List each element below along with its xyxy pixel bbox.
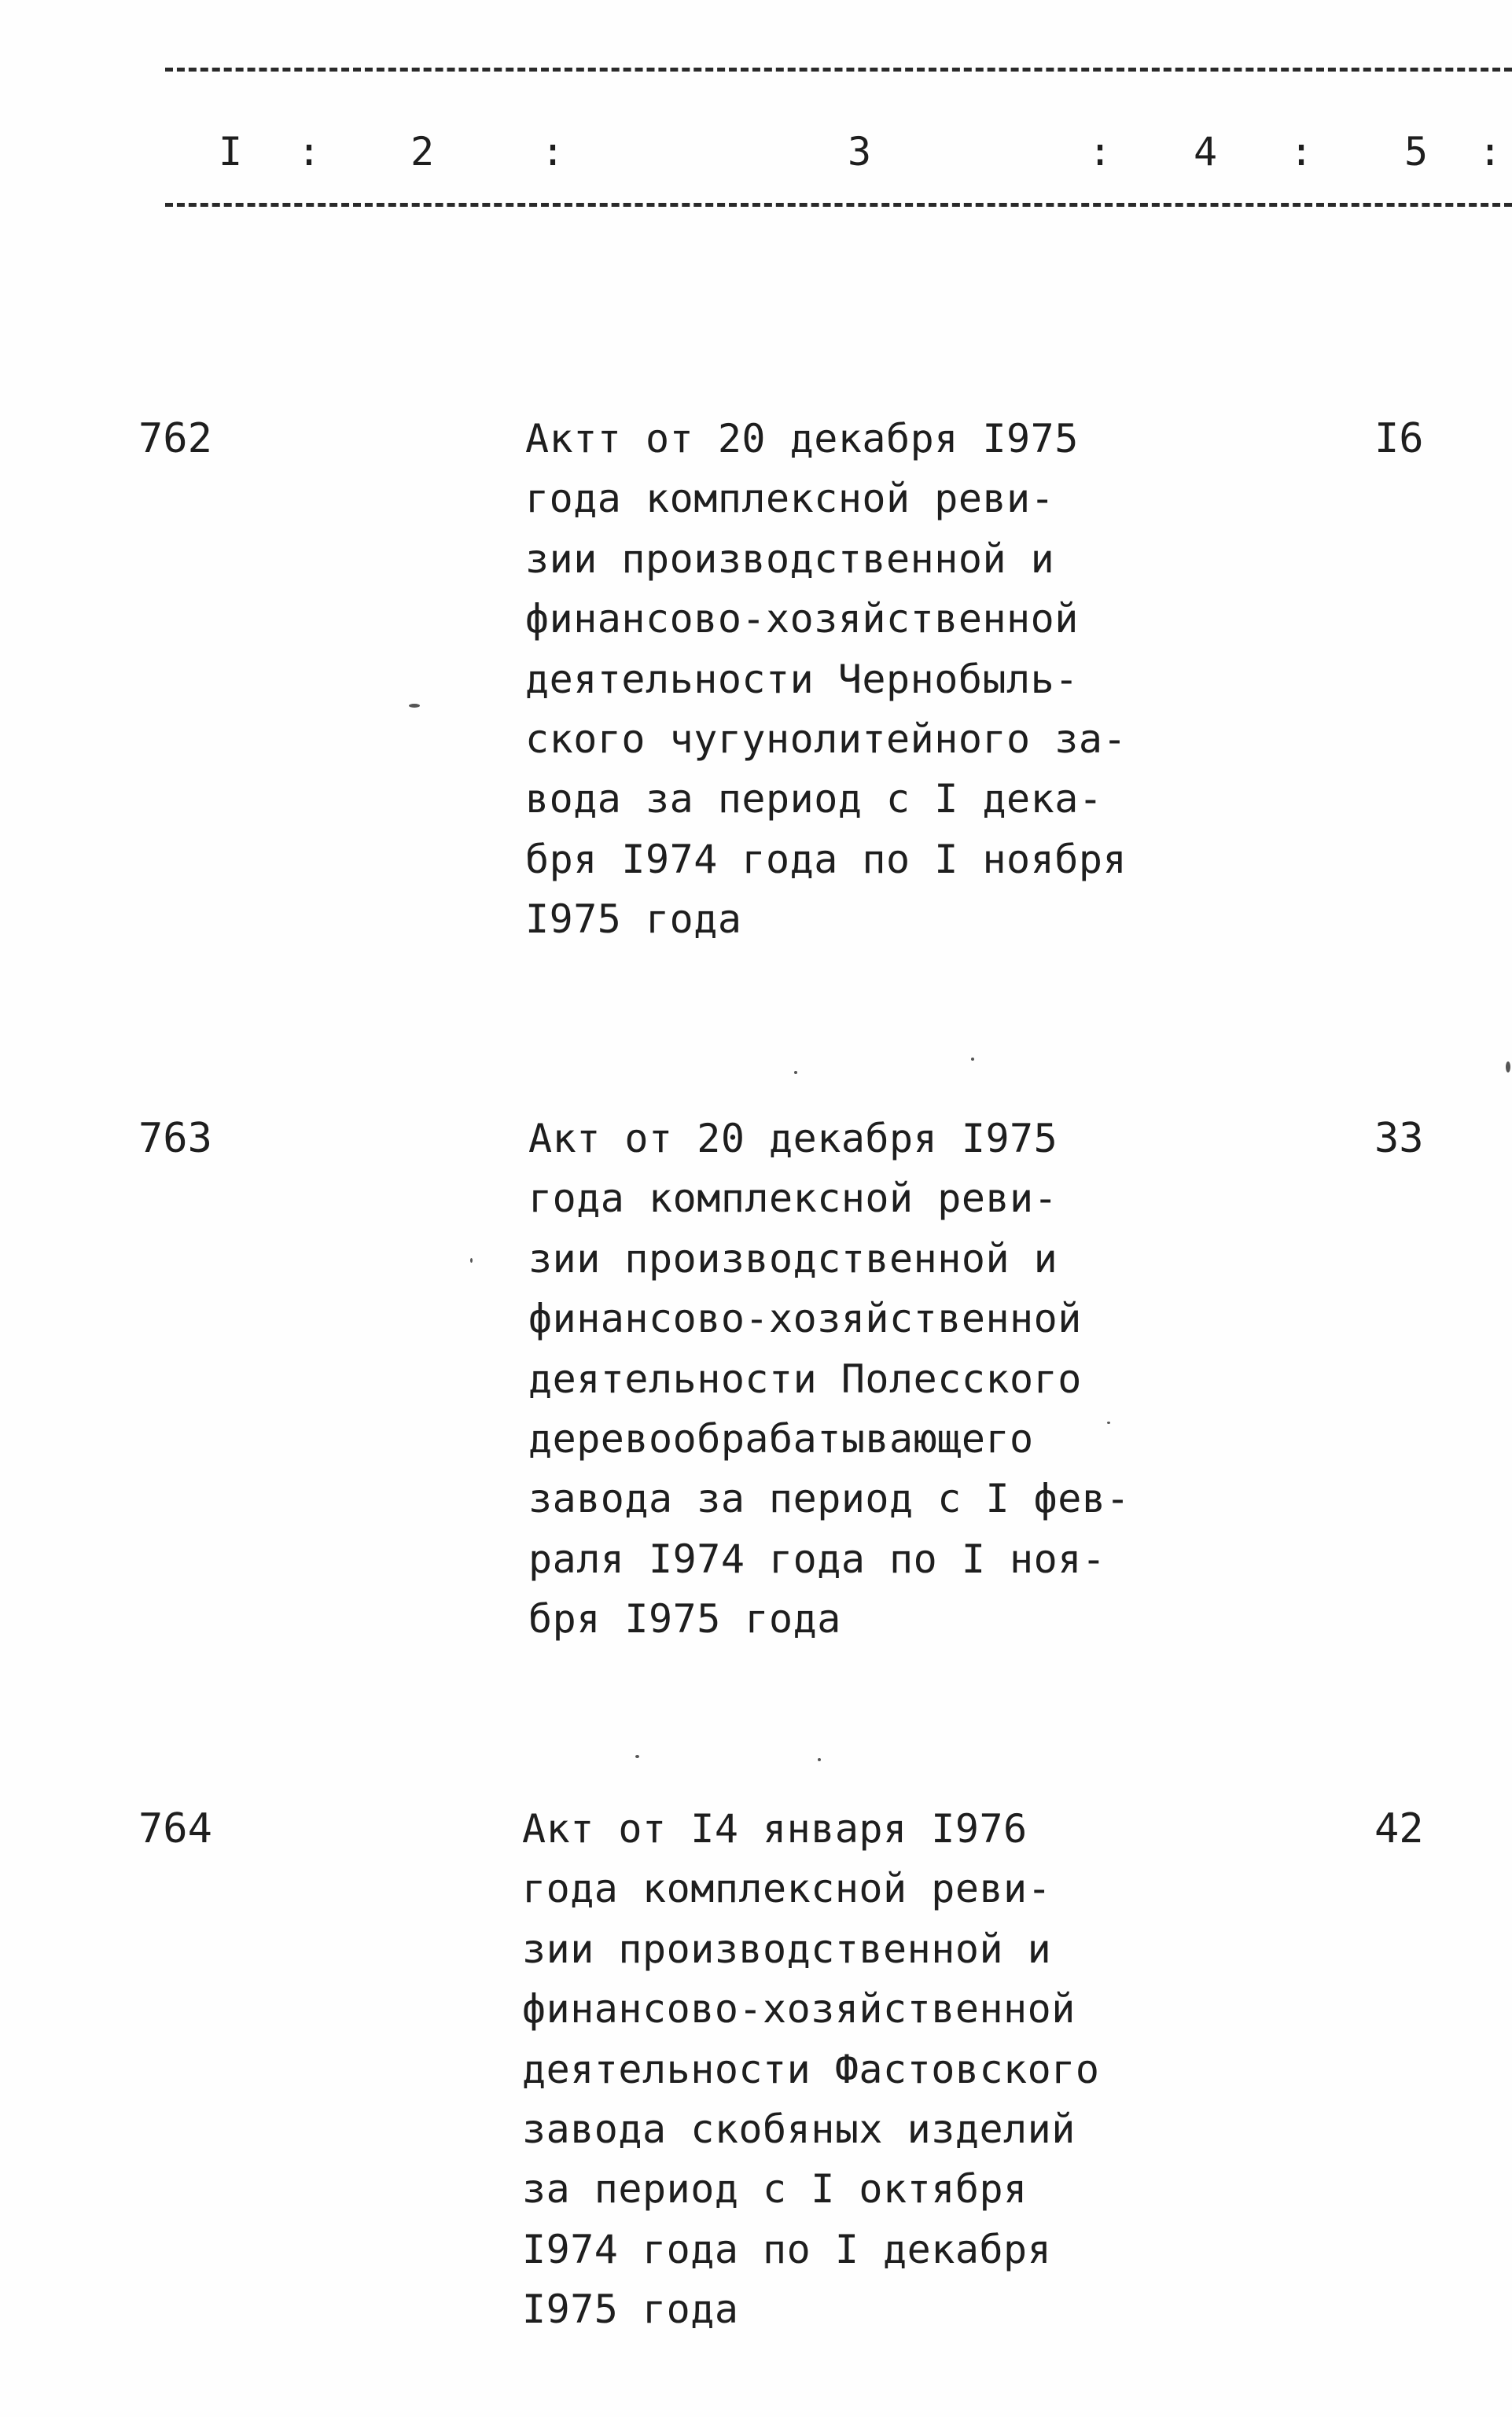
description-line: деревообрабатывающего: [528, 1416, 1034, 1462]
scan-speck: [409, 704, 420, 708]
header-top-rule: [165, 68, 1512, 72]
description-line: зии производственной и: [522, 1926, 1052, 1972]
column-separator: :: [1088, 129, 1113, 175]
entry-number: 763: [138, 1115, 212, 1162]
description-line: зии производственной и: [525, 535, 1055, 582]
scan-speck: [971, 1058, 974, 1061]
column-separator: :: [1478, 129, 1503, 175]
column-header-1: I: [219, 129, 243, 175]
description-line: деятельности Фастовского: [522, 2046, 1100, 2092]
description-line: года комплексной реви-: [522, 1866, 1052, 1912]
description-line: деятельности Полесского: [528, 1356, 1082, 1402]
description-line: года комплексной реви-: [528, 1175, 1058, 1222]
column-header-5: 5: [1404, 129, 1429, 175]
column-header-row: [0, 124, 1512, 179]
entry-number: 762: [138, 415, 212, 462]
description-line: ского чугунолитейного за-: [525, 716, 1128, 763]
entry-page-count: 42: [1374, 1805, 1424, 1852]
column-separator: :: [1289, 129, 1314, 175]
description-line: I974 года по I декабря: [522, 2226, 1052, 2272]
description-line: финансово-хозяйственной: [528, 1296, 1082, 1342]
description-line: бря I975 года: [528, 1596, 841, 1643]
scan-speck: [1107, 1422, 1110, 1424]
description-line: I975 года: [525, 896, 742, 943]
header-bottom-rule: [165, 203, 1512, 207]
scan-speck: [794, 1071, 797, 1074]
description-line: I975 года: [522, 2286, 739, 2333]
description-line: завода скобяных изделий: [522, 2106, 1076, 2153]
description-line: бря I974 года по I ноября: [525, 836, 1128, 882]
scan-speck: [635, 1755, 639, 1758]
column-header-3: 3: [848, 129, 872, 175]
description-line: финансово-хозяйственной: [522, 1986, 1076, 2033]
entry-description: [528, 1109, 1173, 1650]
entry-page-count: 33: [1374, 1115, 1424, 1162]
column-separator: :: [297, 129, 322, 175]
column-header-2: 2: [410, 129, 435, 175]
entry-description: [522, 1799, 1167, 2340]
scan-speck: [470, 1258, 473, 1263]
description-line: вода за период с I дека-: [525, 776, 1103, 822]
entry-description: [525, 409, 1170, 950]
column-header-4: 4: [1194, 129, 1218, 175]
entry-number: 764: [138, 1805, 212, 1852]
description-line: раля I974 года по I ноя-: [528, 1536, 1106, 1582]
description-line: деятельности Чернобыль-: [525, 656, 1079, 702]
scan-speck: [818, 1758, 821, 1761]
description-line: Актт от 20 декабря I975: [525, 416, 1079, 462]
description-line: Акт от 20 декабря I975: [528, 1116, 1058, 1161]
description-line: года комплексной реви-: [525, 476, 1055, 522]
description-line: финансово-хозяйственной: [525, 596, 1079, 642]
description-line: Акт от I4 января I976: [522, 1806, 1028, 1852]
scan-speck: [1506, 1061, 1510, 1072]
description-line: зии производственной и: [528, 1235, 1058, 1282]
column-separator: :: [541, 129, 565, 175]
description-line: завода за период с I фев-: [528, 1476, 1131, 1522]
entry-page-count: I6: [1374, 415, 1424, 462]
description-line: за период с I октября: [522, 2166, 1028, 2213]
